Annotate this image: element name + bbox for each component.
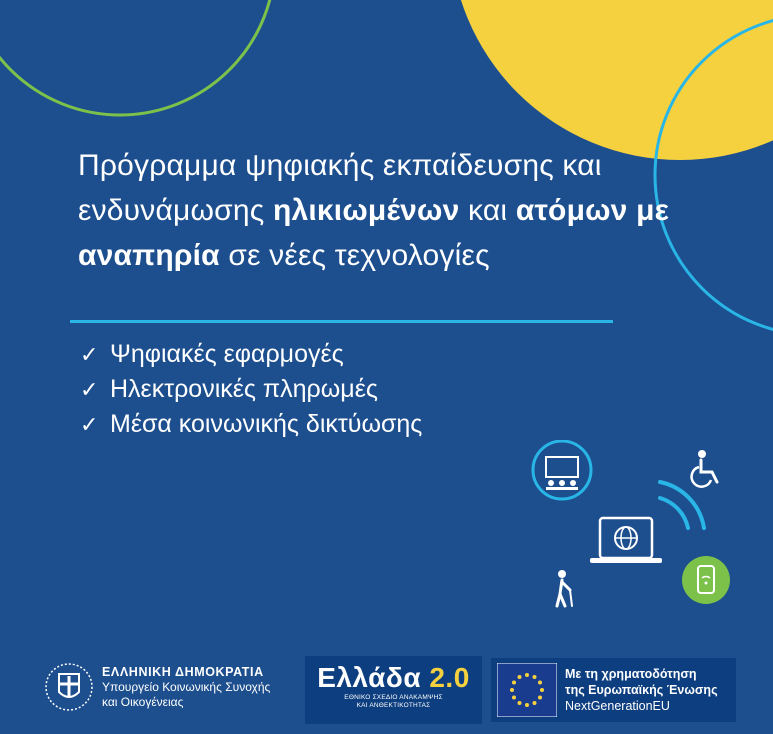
gov-ministry-line1: Υπουργείο Κοινωνικής Συνοχής bbox=[102, 679, 271, 694]
list-item bbox=[80, 372, 422, 407]
check-icon: ✓ bbox=[80, 342, 99, 367]
gov-logo bbox=[44, 662, 270, 712]
greece20-version: 2.0 bbox=[429, 662, 470, 693]
headline-bold-elderly: ηλικιωμένων bbox=[272, 194, 460, 227]
gov-ministry-line2: και Οικογένειας bbox=[102, 694, 184, 709]
greece20-sub-line2: ΚΑΙ ΑΝΘΕΚΤΙΚΟΤΗΤΑΣ bbox=[356, 702, 431, 709]
wifi-signal-icon bbox=[660, 482, 704, 528]
classroom-icon bbox=[533, 441, 591, 499]
eu-line2: της Ευρωπαϊκής Ένωσης bbox=[565, 683, 718, 697]
list-item-label: Ηλεκτρονικές πληρωμές bbox=[110, 375, 378, 403]
greece20-logo bbox=[305, 656, 482, 724]
gov-title: ΕΛΛΗΝΙΚΗ ΔΗΜΟΚΡΑΤΙΑ bbox=[102, 664, 264, 679]
headline bbox=[78, 143, 698, 278]
eu-line1: Με τη χρηματοδότηση bbox=[565, 667, 697, 681]
top-left-green-ring bbox=[0, 0, 275, 115]
eu-line3: NextGenerationEU bbox=[565, 699, 670, 713]
list-item-label: Μέσα κοινωνικής δικτύωσης bbox=[110, 410, 423, 438]
list-item bbox=[80, 407, 422, 442]
greece20-word: Ελλάδα bbox=[317, 662, 422, 693]
elderly-person-icon bbox=[557, 570, 572, 606]
list-item-label: Ψηφιακές εφαρμογές bbox=[110, 340, 344, 368]
smartphone-icon bbox=[682, 556, 730, 604]
headline-part1: Πρόγραμμα ψηφιακής εκπαίδευσης και ενδυνάμωσης bbox=[78, 149, 602, 227]
top-right-yellow-disc bbox=[450, 0, 773, 160]
eu-funding-logo bbox=[491, 658, 736, 722]
checklist bbox=[80, 337, 422, 442]
headline-bold-disabled: ατόμων με αναπηρία bbox=[78, 194, 670, 272]
headline-part2: και bbox=[459, 194, 516, 227]
greece20-sub-line1: ΕΘΝΙΚΟ ΣΧΕΔΙΟ ΑΝΑΚΑΜΨΗΣ bbox=[344, 694, 443, 701]
illustration bbox=[520, 440, 750, 620]
wheelchair-icon bbox=[692, 450, 717, 487]
eu-flag-icon bbox=[497, 663, 557, 717]
headline-part3: σε νέες τεχνολογίες bbox=[219, 239, 490, 272]
footer bbox=[0, 648, 773, 734]
divider-line bbox=[70, 320, 613, 323]
check-icon: ✓ bbox=[80, 412, 99, 437]
check-icon: ✓ bbox=[80, 377, 99, 402]
greek-emblem-icon bbox=[44, 662, 94, 712]
laptop-globe-icon bbox=[590, 518, 662, 563]
list-item bbox=[80, 337, 422, 372]
